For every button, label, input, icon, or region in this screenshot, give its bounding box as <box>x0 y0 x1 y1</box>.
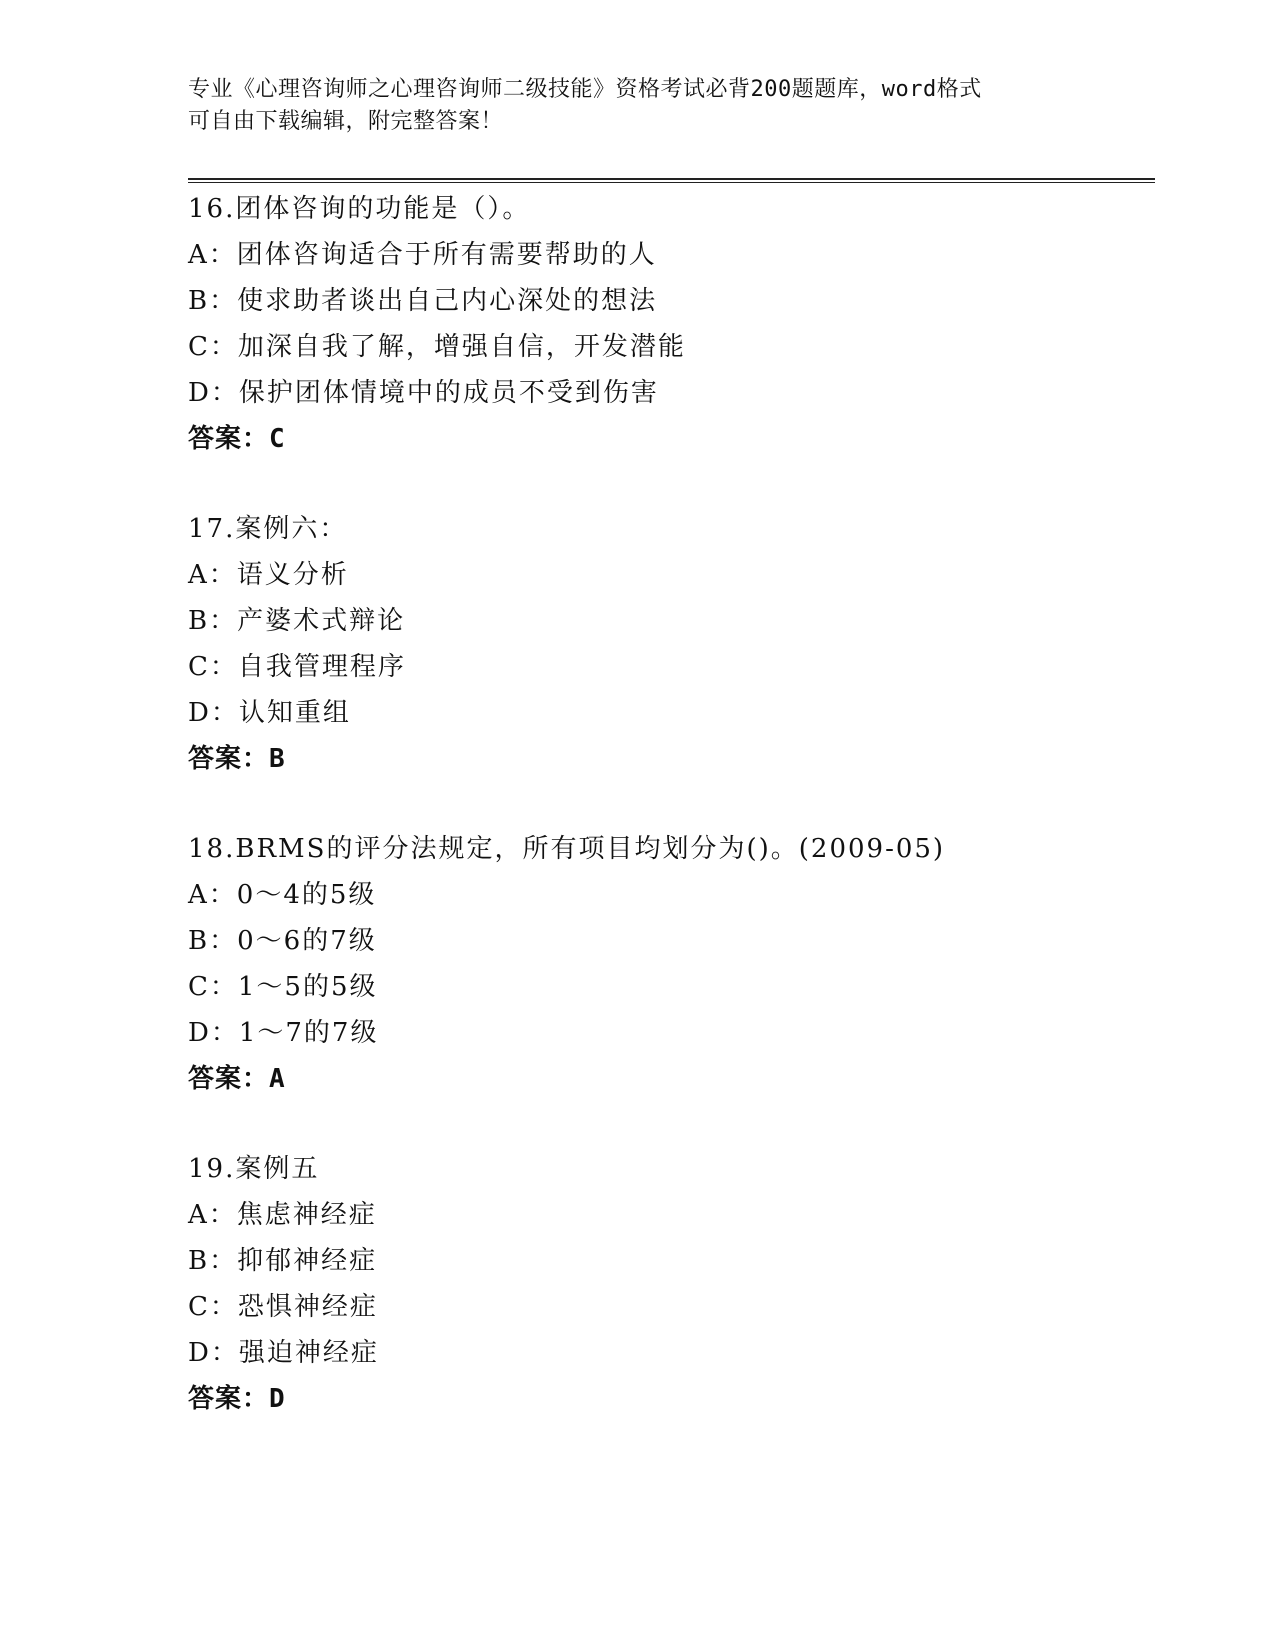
option-b: B：使求助者谈出自己内心深处的想法 <box>188 286 658 316</box>
option-a: A：焦虑神经症 <box>188 1200 377 1230</box>
question-stem: 19.案例五 <box>188 1154 320 1184</box>
option-c: C：1～5的5级 <box>188 972 378 1002</box>
option-c: C：自我管理程序 <box>188 652 406 682</box>
question-19 <box>188 1146 1088 1422</box>
question-17 <box>188 506 1088 782</box>
option-d: D：保护团体情境中的成员不受到伤害 <box>188 378 659 408</box>
option-a: A：语义分析 <box>188 560 349 590</box>
question-18 <box>188 826 1088 1102</box>
question-stem: 18.BRMS的评分法规定，所有项目均划分为()。(2009-05) <box>188 834 946 864</box>
option-a: A：团体咨询适合于所有需要帮助的人 <box>188 240 657 270</box>
answer-label: 答案：B <box>188 744 286 774</box>
question-stem: 17.案例六： <box>188 514 348 544</box>
question-stem: 16.团体咨询的功能是（）。 <box>188 194 531 224</box>
option-c: C：加深自我了解，增强自信，开发潜能 <box>188 332 686 362</box>
option-d: D：强迫神经症 <box>188 1338 379 1368</box>
option-b: B：抑郁神经症 <box>188 1246 378 1276</box>
option-c: C：恐惧神经症 <box>188 1292 378 1322</box>
header-divider <box>188 178 1155 183</box>
answer-label: 答案：C <box>188 424 286 454</box>
answer-label: 答案：D <box>188 1384 286 1414</box>
option-d: D：1～7的7级 <box>188 1018 379 1048</box>
document-header <box>188 74 1088 138</box>
option-a: A：0～4的5级 <box>188 880 377 910</box>
header-line-1: 专业《心理咨询师之心理咨询师二级技能》资格考试必背200题题库，word格式 <box>188 77 982 102</box>
option-b: B：0～6的7级 <box>188 926 377 956</box>
option-d: D：认知重组 <box>188 698 351 728</box>
option-b: B：产婆术式辩论 <box>188 606 406 636</box>
answer-label: 答案：A <box>188 1064 286 1094</box>
question-16 <box>188 186 1088 462</box>
header-line-2: 可自由下载编辑，附完整答案！ <box>188 109 504 134</box>
